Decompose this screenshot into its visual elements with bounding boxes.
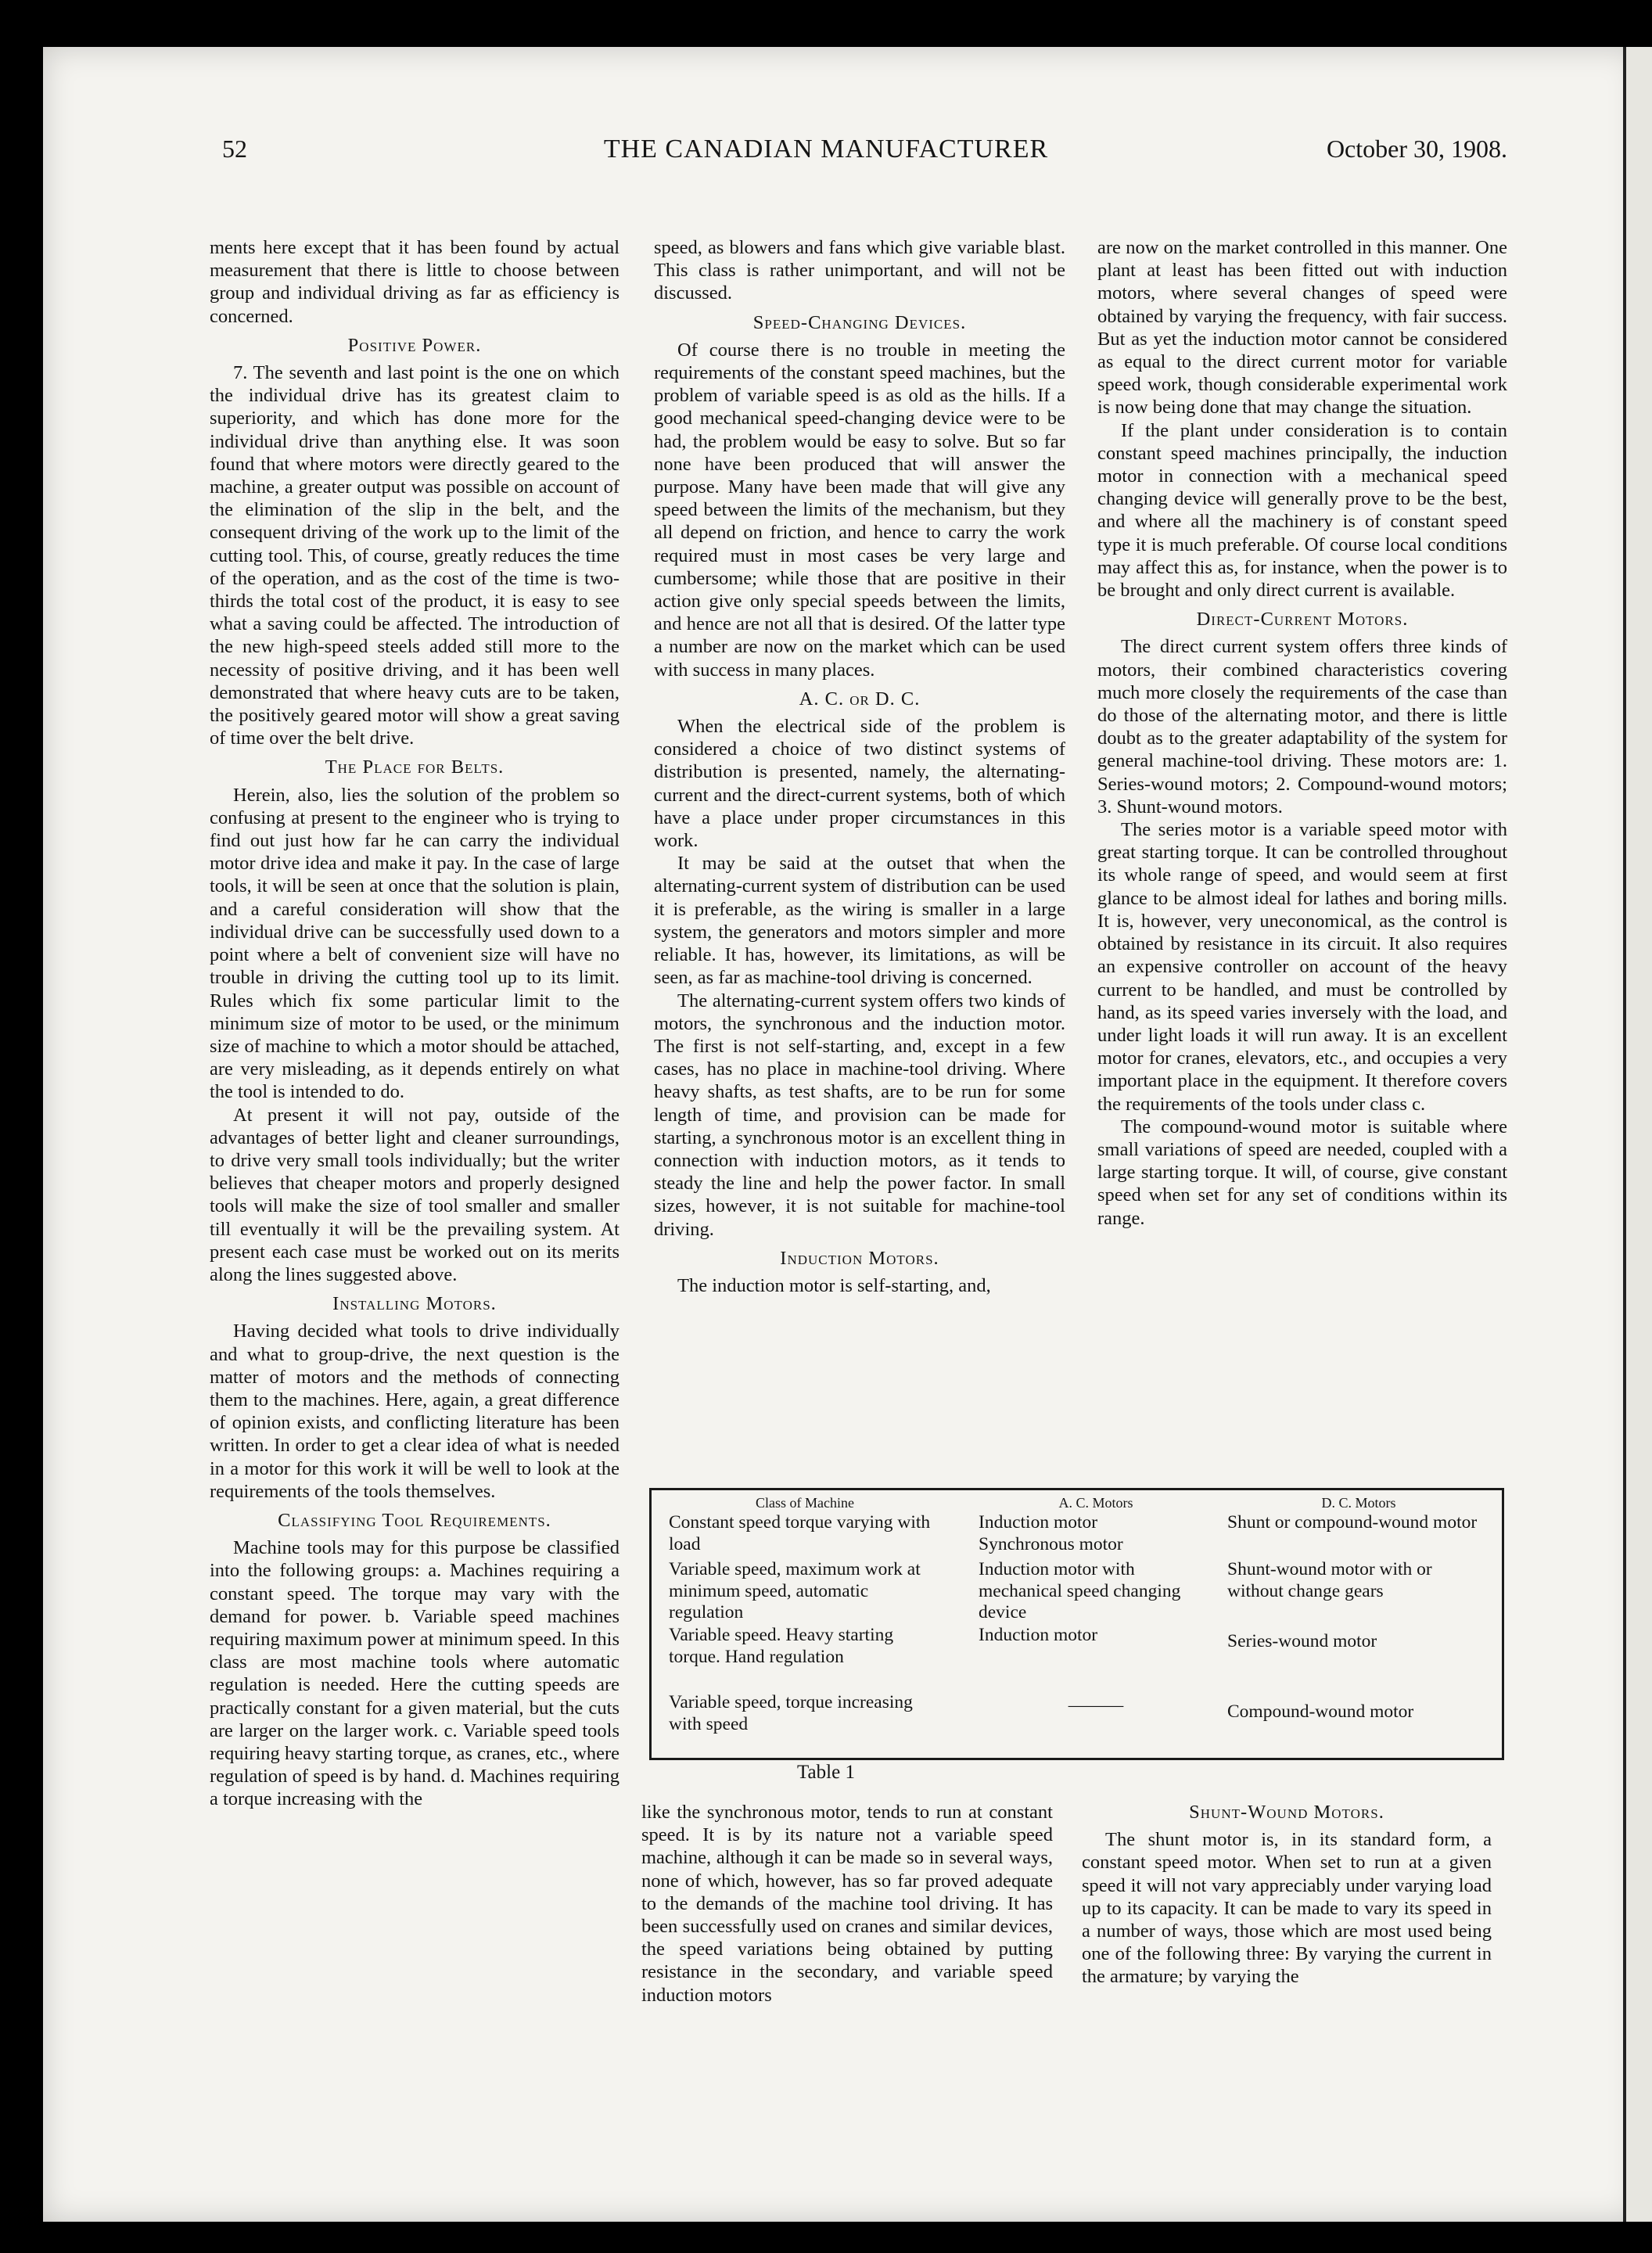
table-column-machine (669, 1495, 941, 1512)
column-3 (1097, 236, 1507, 1230)
table-cell: Variable speed, maximum work at minimum speed, automatic regulation (669, 1559, 921, 1622)
table-cell: Shunt or compound-wound motor (1227, 1512, 1478, 1533)
paragraph: It may be said at the outset that when the alternating-current system of distribution can be used it is preferable, as the wiring is smaller in a large system, the generators and motors simpler and more reliable. It has, however, its limitations, as will be seen, as far as machine-tool driving is concerned. (654, 853, 1065, 989)
issue-date: October 30, 1908. (1326, 135, 1507, 163)
column-1 (210, 236, 620, 1811)
table-cell: Induction motor with mechanical speed changing device (979, 1559, 1181, 1622)
paragraph: like the synchronous motor, tends to run at constant speed. It is by its nature not a variable speed machine, although it can be made so in several ways, none of which, however, has so far proved adequate to the demands of the machine tool driving. It has been successfully used on cranes and similar devices, the speed variations being obtained by putting resistance in the secondary, and variable speed induction motors (641, 1802, 1053, 2006)
paragraph: ments here except that it has been found by actual measurement that there is little to choose between group and individual driving as far as efficiency is concerned. (210, 237, 620, 327)
table-cell: Variable speed, torque increasing with speed (669, 1692, 913, 1734)
table-cell: Shunt-wound motor with or without change gears (1227, 1559, 1432, 1601)
table-cell: ——— (1068, 1695, 1124, 1716)
paragraph: The shunt motor is, in its standard form, a constant speed motor. When set to run at a given speed it will not vary appreciably under varying load up to its capacity. It can be made to vary its speed in a number of ways, those which are most used being one of the following three: By varying the current in the armature; by varying the (1082, 1829, 1492, 1988)
paragraph: The series motor is a variable speed motor with great starting torque. It can be controlled throughout its whole range of speed, and would seem at first glance to be almost ideal for lathes and boring mills. It is, however, very uneconomical, as the control is obtained by resistance in its circuit. It also requires an expensive controller on account of the heavy current to be handled, and must be controlled by hand, as its speed varies inversely with the load, and under light loads it will run away. It is an excellent motor for cranes, elevators, etc., and occupies a very important place in the equipment. It therefore covers the requirements of the tools under class c. (1097, 819, 1507, 1115)
table-cell: Series-wound motor (1227, 1631, 1377, 1651)
paragraph: The alternating-current system offers two kinds of motors, the synchronous and the induction motor. The first is not self-starting, and, except in a few cases, has no place in machine-tool driving. Where heavy shafts, as test shafts, are to be run for some length of time, and provision can be made for starting, a synchronous motor is an excellent thing in connection with induction motors, as it tends to steady the line and help the power factor. In small sizes, however, it is not suitable for machine-tool driving. (654, 990, 1065, 1240)
table-header: D. C. Motors (1321, 1495, 1396, 1511)
paragraph: speed, as blowers and fans which give variable blast. This class is rather unimportant, and will not be discussed. (654, 237, 1065, 304)
section-heading: Positive Power. (347, 334, 482, 356)
table-header: A. C. Motors (1058, 1495, 1133, 1511)
table-cell: Variable speed. Heavy starting torque. Hand regulation (669, 1625, 894, 1667)
table-cell: Constant speed torque varying with load (669, 1512, 931, 1554)
paragraph: Herein, also, lies the solution of the problem so confusing at present to the engineer who is trying to find out just how far he can carry the individual motor drive idea and make it pay. In the case of large tools, it will be seen at once that the solution is plain, and a careful consideration will show that the individual drive can be successfully used down to a point where a belt of convenient size will have no trouble in driving the cutting tool up to its limit. Rules which fix some particular limit to the minimum size of motor to be used, or the minimum size of machine to which a motor should be attached, are very misleading, as it depends entirely on what the tool is intended to do. (210, 784, 620, 1103)
paragraph: The compound-wound motor is suitable where small variations of speed are needed, coupled with a large starting torque. It will, of course, give constant speed when set for any set of conditions within its range. (1097, 1116, 1507, 1229)
next-page-edge (1623, 47, 1652, 2222)
paragraph: Having decided what tools to drive individually and what to group-drive, the next question is the matter of motors and the methods of connecting them to the machines. Here, again, a great difference of opinion exists, and conflicting literature has been written. In order to get a clear idea of what is needed in a motor for this work it will be well to look at the requirements of the tools themselves. (210, 1321, 620, 1502)
table-header: Class of Machine (756, 1495, 854, 1511)
section-heading: Installing Motors. (332, 1293, 497, 1315)
column-4 (641, 1801, 1053, 2007)
column-2 (654, 236, 1065, 1297)
table-cell: Compound-wound motor (1227, 1701, 1414, 1722)
table-cell: Induction motor Synchronous motor (979, 1512, 1123, 1554)
paragraph: When the electrical side of the problem is considered a choice of two distinct systems of distribution is presented, namely, the alternating-current and the direct-current systems, both of which have a place under proper circumstances in this work. (654, 716, 1065, 852)
paragraph: The direct current system offers three kinds of motors, their combined characteristics covering much more closely the requirements of the case than do those of the alternating motor, and there is little doubt as to the greater adaptability of the system for general machine-tool driving. These motors are: 1. Series-wound motors; 2. Compound-wound motors; 3. Shunt-wound motors. (1097, 636, 1507, 817)
paragraph: are now on the market controlled in this manner. One plant at least has been fitted out with induction motors, where several changes of speed were obtained by varying the frequency, with fair success. But as yet the induction motor cannot be considered as equal to the direct current motor for variable speed work, though considerable experimental work is now being done that may change the situation. (1097, 237, 1507, 419)
motor-table (649, 1488, 1504, 1760)
section-heading: Shunt-Wound Motors. (1189, 1802, 1384, 1823)
column-5 (1082, 1801, 1492, 1989)
paragraph: Of course there is no trouble in meeting the requirements of the constant speed machines, but the problem of variable speed is as old as the hills. If a good mechanical speed-changing device were to be had, the problem would be easy to solve. But so far none have been produced that will answer the purpose. Many have been made that will give any speed between the limits of the mechanism, but they all depend on friction, and hence to carry the work required must in most cases be very large and cumbersome; while those that are positive in their action give only special speeds between the limits, and hence are not all that is desired. Of the latter type a number are now on the market which can be used with success in many places. (654, 339, 1065, 681)
table-caption: Table 1 (797, 1762, 855, 1783)
table-column-dc (1227, 1495, 1490, 1512)
paragraph: At present it will not pay, outside of the advantages of better light and cleaner surroundings, to drive very small tools individually; but the writer believes that cheaper motors and properly designed tools will make the size of tool smaller and smaller till eventually it will be the prevailing system. At present each case must be worked out on its merits along the lines suggested above. (210, 1104, 620, 1285)
table-cell: Induction motor (979, 1625, 1098, 1645)
table-column-ac (979, 1495, 1213, 1512)
page-number: 52 (222, 135, 247, 163)
paragraph: Machine tools may for this purpose be classified into the following groups: a. Machines requiring a constant speed. The torque may vary with the demand for power. b. Variable speed machines requiring maximum power at minimum speed. In this class are most machine tools where automatic regulation is needed. Here the cutting speeds are practically constant for a given material, but the cuts are larger on the larger work. c. Variable speed tools requiring heavy starting torque, as cranes, etc., where regulation of speed is by hand. d. Machines requiring a torque increasing with the (210, 1537, 620, 1810)
paragraph: If the plant under consideration is to contain constant speed machines principally, the induction motor in connection with a mechanical speed changing device will generally prove to be the best, and where all the machinery is of constant speed type it is much preferable. Of course local conditions may affect this as, for instance, when the power is to be brought and only direct current is available. (1097, 419, 1507, 602)
section-heading: Speed-Changing Devices. (752, 311, 967, 333)
section-heading: The Place for Belts. (325, 756, 505, 778)
journal-title: THE CANADIAN MANUFACTURER (603, 135, 1049, 163)
section-heading: Induction Motors. (780, 1247, 939, 1269)
paragraph: The induction motor is self-starting, and, (677, 1274, 991, 1296)
section-heading: Classifying Tool Requirements. (278, 1509, 551, 1531)
section-heading: Direct-Current Motors. (1196, 609, 1409, 631)
section-heading: A. C. or D. C. (799, 688, 921, 710)
paragraph: 7. The seventh and last point is the one on which the individual drive has its greatest claim to superiority, and which has done more for the individual drive than anything else. It was soon found that where motors were directly geared to the machine, a greater output was possible on account of the elimination of the slip in the belt, and the consequent driving of the work up to the limit of the cutting tool. This, of course, greatly reduces the time of the operation, and as the cost of the time is two-thirds the total cost of the product, it is easy to see what a saving could be affected. The introduction of the new high-speed steels added still more to the necessity of positive driving, and it has been well demonstrated that where heavy cuts are to be taken, the positively geared motor will show a great saving of time over the belt drive. (210, 362, 620, 749)
